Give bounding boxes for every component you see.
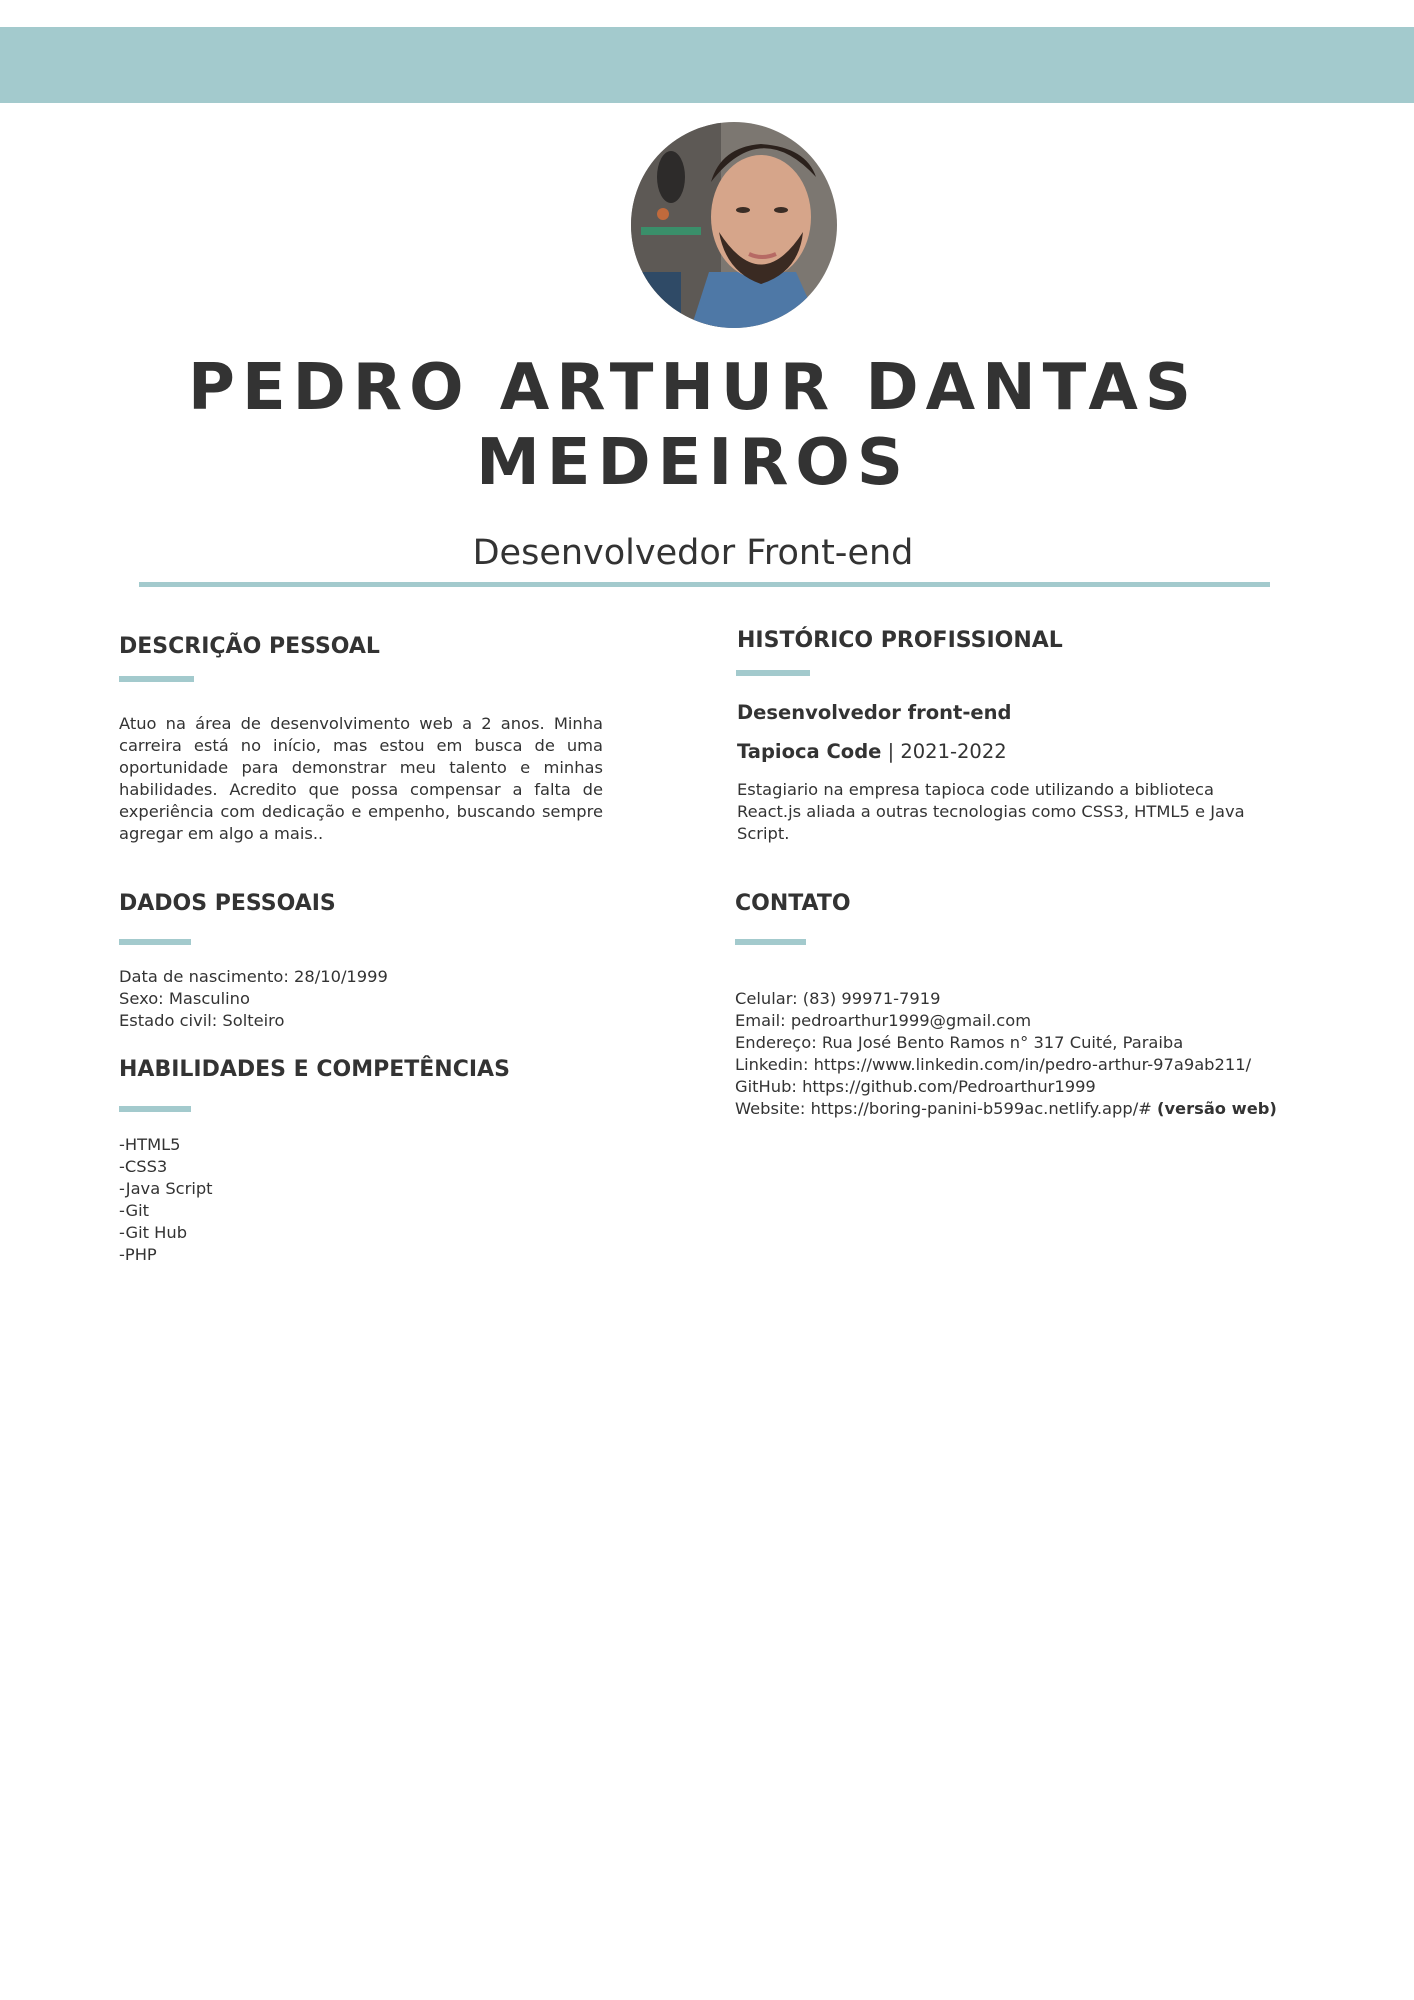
job-company-period: [737, 742, 1007, 762]
job-period: | 2021-2022: [881, 740, 1007, 763]
habilidades-accent: [119, 1106, 191, 1112]
job-role-subtitle: Desenvolvedor Front-end: [472, 533, 914, 573]
contact-address: Endereço: Rua José Bento Ramos n° 317 Cuité, Paraiba: [735, 1033, 1184, 1052]
contato-heading: CONTATO: [735, 891, 851, 916]
website-label: (versão web): [1157, 1099, 1277, 1118]
contact-list: [735, 988, 1277, 1120]
contact-website: [735, 1098, 1277, 1120]
skill-item: -HTML5: [119, 1135, 181, 1154]
dados-sex: Sexo: Masculino: [119, 989, 250, 1008]
skills-list: [119, 1134, 213, 1266]
descricao-text: Atuo na área de desenvolvimento web a 2 anos. Minha carreira está no início, mas estou em busca de uma oportunidade para demonstrar meu talento e minhas habilidades. Acredito que possa compensar a falta de experiência com dedicação e empenho, buscando sempre agregar em algo a mais..: [119, 714, 603, 843]
historico-accent: [736, 670, 810, 676]
skill-item: -Git: [119, 1201, 149, 1220]
website-url: Website: https://boring-panini-b599ac.netlify.app/#: [735, 1099, 1157, 1118]
profile-photo: [631, 122, 837, 328]
habilidades-heading: HABILIDADES E COMPETÊNCIAS: [119, 1057, 510, 1082]
header-color-bar: [0, 27, 1414, 103]
job-description-line: Estagiario na empresa tapioca code utilizando a biblioteca: [737, 780, 1214, 799]
descricao-accent: [119, 676, 194, 682]
dados-list: [119, 966, 388, 1032]
dados-accent: [119, 939, 191, 945]
job-description: [737, 779, 1297, 845]
dados-civil-status: Estado civil: Solteiro: [119, 1011, 285, 1030]
contact-github: GitHub: https://github.com/Pedroarthur1999: [735, 1077, 1096, 1096]
job-title: Desenvolvedor front-end: [737, 701, 1012, 724]
contact-linkedin: Linkedin: https://www.linkedin.com/in/pedro-arthur-97a9ab211/: [735, 1055, 1252, 1074]
dados-birthdate: Data de nascimento: 28/10/1999: [119, 967, 388, 986]
skill-item: -CSS3: [119, 1157, 168, 1176]
historico-heading: HISTÓRICO PROFISSIONAL: [737, 628, 1063, 653]
skill-item: -PHP: [119, 1245, 157, 1264]
full-name-line-1: PEDRO ARTHUR DANTAS: [188, 351, 1198, 425]
job-description-line: Script.: [737, 824, 790, 843]
skill-item: -Git Hub: [119, 1223, 188, 1242]
header-divider: [139, 582, 1270, 587]
descricao-heading: DESCRIÇÃO PESSOAL: [119, 634, 380, 659]
skill-item: -Java Script: [119, 1179, 213, 1198]
contact-email: Email: pedroarthur1999@gmail.com: [735, 1011, 1032, 1030]
company-name: Tapioca Code: [737, 740, 882, 763]
job-description-line: React.js aliada a outras tecnologias como CSS3, HTML5 e Java: [737, 802, 1245, 821]
contact-phone: Celular: (83) 99971-7919: [735, 989, 941, 1008]
contato-accent: [735, 939, 806, 945]
dados-heading: DADOS PESSOAIS: [119, 891, 336, 916]
full-name-line-2: MEDEIROS: [476, 426, 910, 500]
